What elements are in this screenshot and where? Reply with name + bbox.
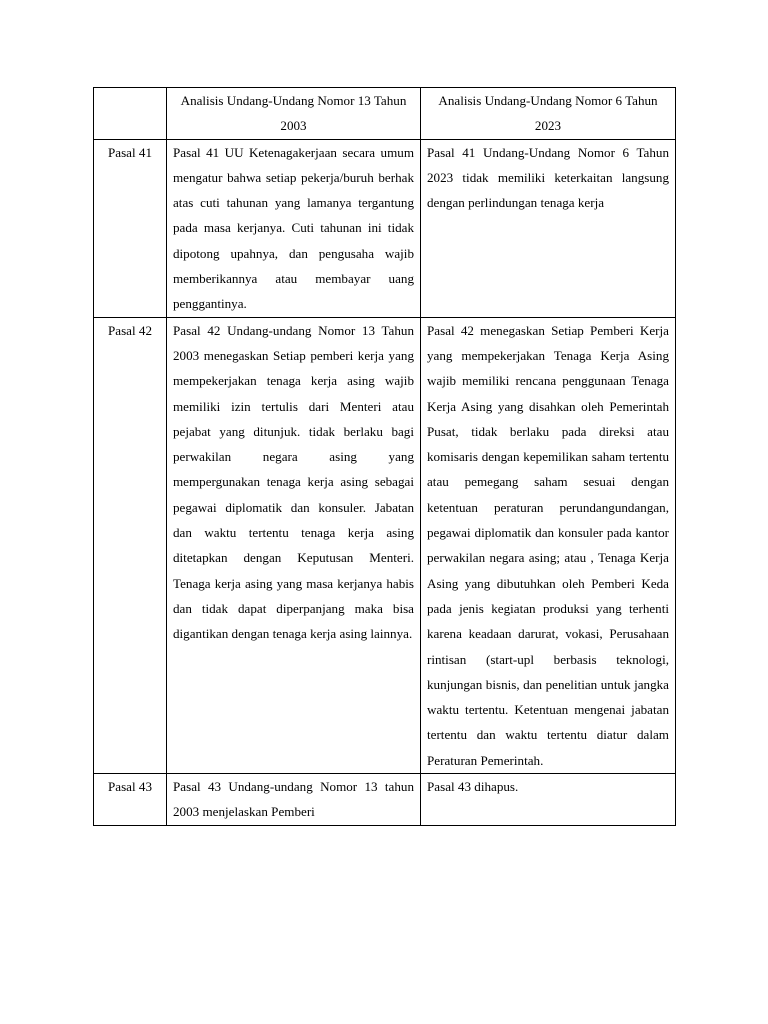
table-row (94, 317, 676, 773)
uu13-analysis: Pasal 42 Undang-undang Nomor 13 Tahun 2003 menegaskan Setiap pemberi kerja yang mempekerjakan tenaga kerja asing wajib memiliki izin tertulis dari Menteri atau pejabat yang ditunjuk. tidak berlaku bagi perwakilan negara asing yang mempergunakan tenaga kerja asing sebagai pegawai diplomatik dan konsuler. Jabatan dan waktu tertentu tenaga kerja asing ditetapkan dengan Keputusan Menteri. Tenaga kerja asing yang masa kerjanya habis dan tidak dapat diperpanjang maka bisa digantikan dengan tenaga kerja asing lainnya. (167, 317, 421, 773)
uu13-analysis: Pasal 43 Undang-undang Nomor 13 tahun 2003 menjelaskan Pemberi (167, 774, 421, 826)
row-label: Pasal 42 (94, 317, 167, 773)
table-row (94, 774, 676, 826)
header-uu13: Analisis Undang-Undang Nomor 13 Tahun 2003 (167, 88, 421, 140)
uu6-analysis: Pasal 43 dihapus. (421, 774, 676, 826)
row-label: Pasal 41 (94, 139, 167, 317)
row-label: Pasal 43 (94, 774, 167, 826)
header-uu6: Analisis Undang-Undang Nomor 6 Tahun 2023 (421, 88, 676, 140)
table-row (94, 139, 676, 317)
uu6-analysis: Pasal 41 Undang-Undang Nomor 6 Tahun 2023 tidak memiliki keterkaitan langsung dengan perlindungan tenaga kerja (421, 139, 676, 317)
comparison-table (93, 87, 676, 826)
header-empty (94, 88, 167, 140)
document-page (93, 87, 675, 826)
table-header-row (94, 88, 676, 140)
uu6-analysis: Pasal 42 menegaskan Setiap Pemberi Kerja yang mempekerjakan Tenaga Kerja Asing wajib memiliki rencana penggunaan Tenaga Kerja Asing yang disahkan oleh Pemerintah Pusat, tidak berlaku pada direksi atau komisaris dengan kepemilikan saham tertentu atau pemegang saham sesuai dengan ketentuan peraturan perundangundangan, pegawai diplomatik dan konsuler pada kantor perwakilan negara asing; atau , Tenaga Kerja Asing yang dibutuhkan oleh Pemberi Keda pada jenis kegiatan produksi yang terhenti karena keadaan darurat, vokasi, Perusahaan rintisan (start-upl berbasis teknologi, kunjungan bisnis, dan penelitian untuk jangka waktu tertentu. Ketentuan mengenai jabatan tertentu dan waktu tertentu diatur dalam Peraturan Pemerintah. (421, 317, 676, 773)
uu13-analysis: Pasal 41 UU Ketenagakerjaan secara umum mengatur bahwa setiap pekerja/buruh berhak atas cuti tahunan yang lamanya tergantung pada masa kerjanya. Cuti tahunan ini tidak dipotong upahnya, dan pengusaha wajib memberikannya atau membayar uang penggantinya. (167, 139, 421, 317)
